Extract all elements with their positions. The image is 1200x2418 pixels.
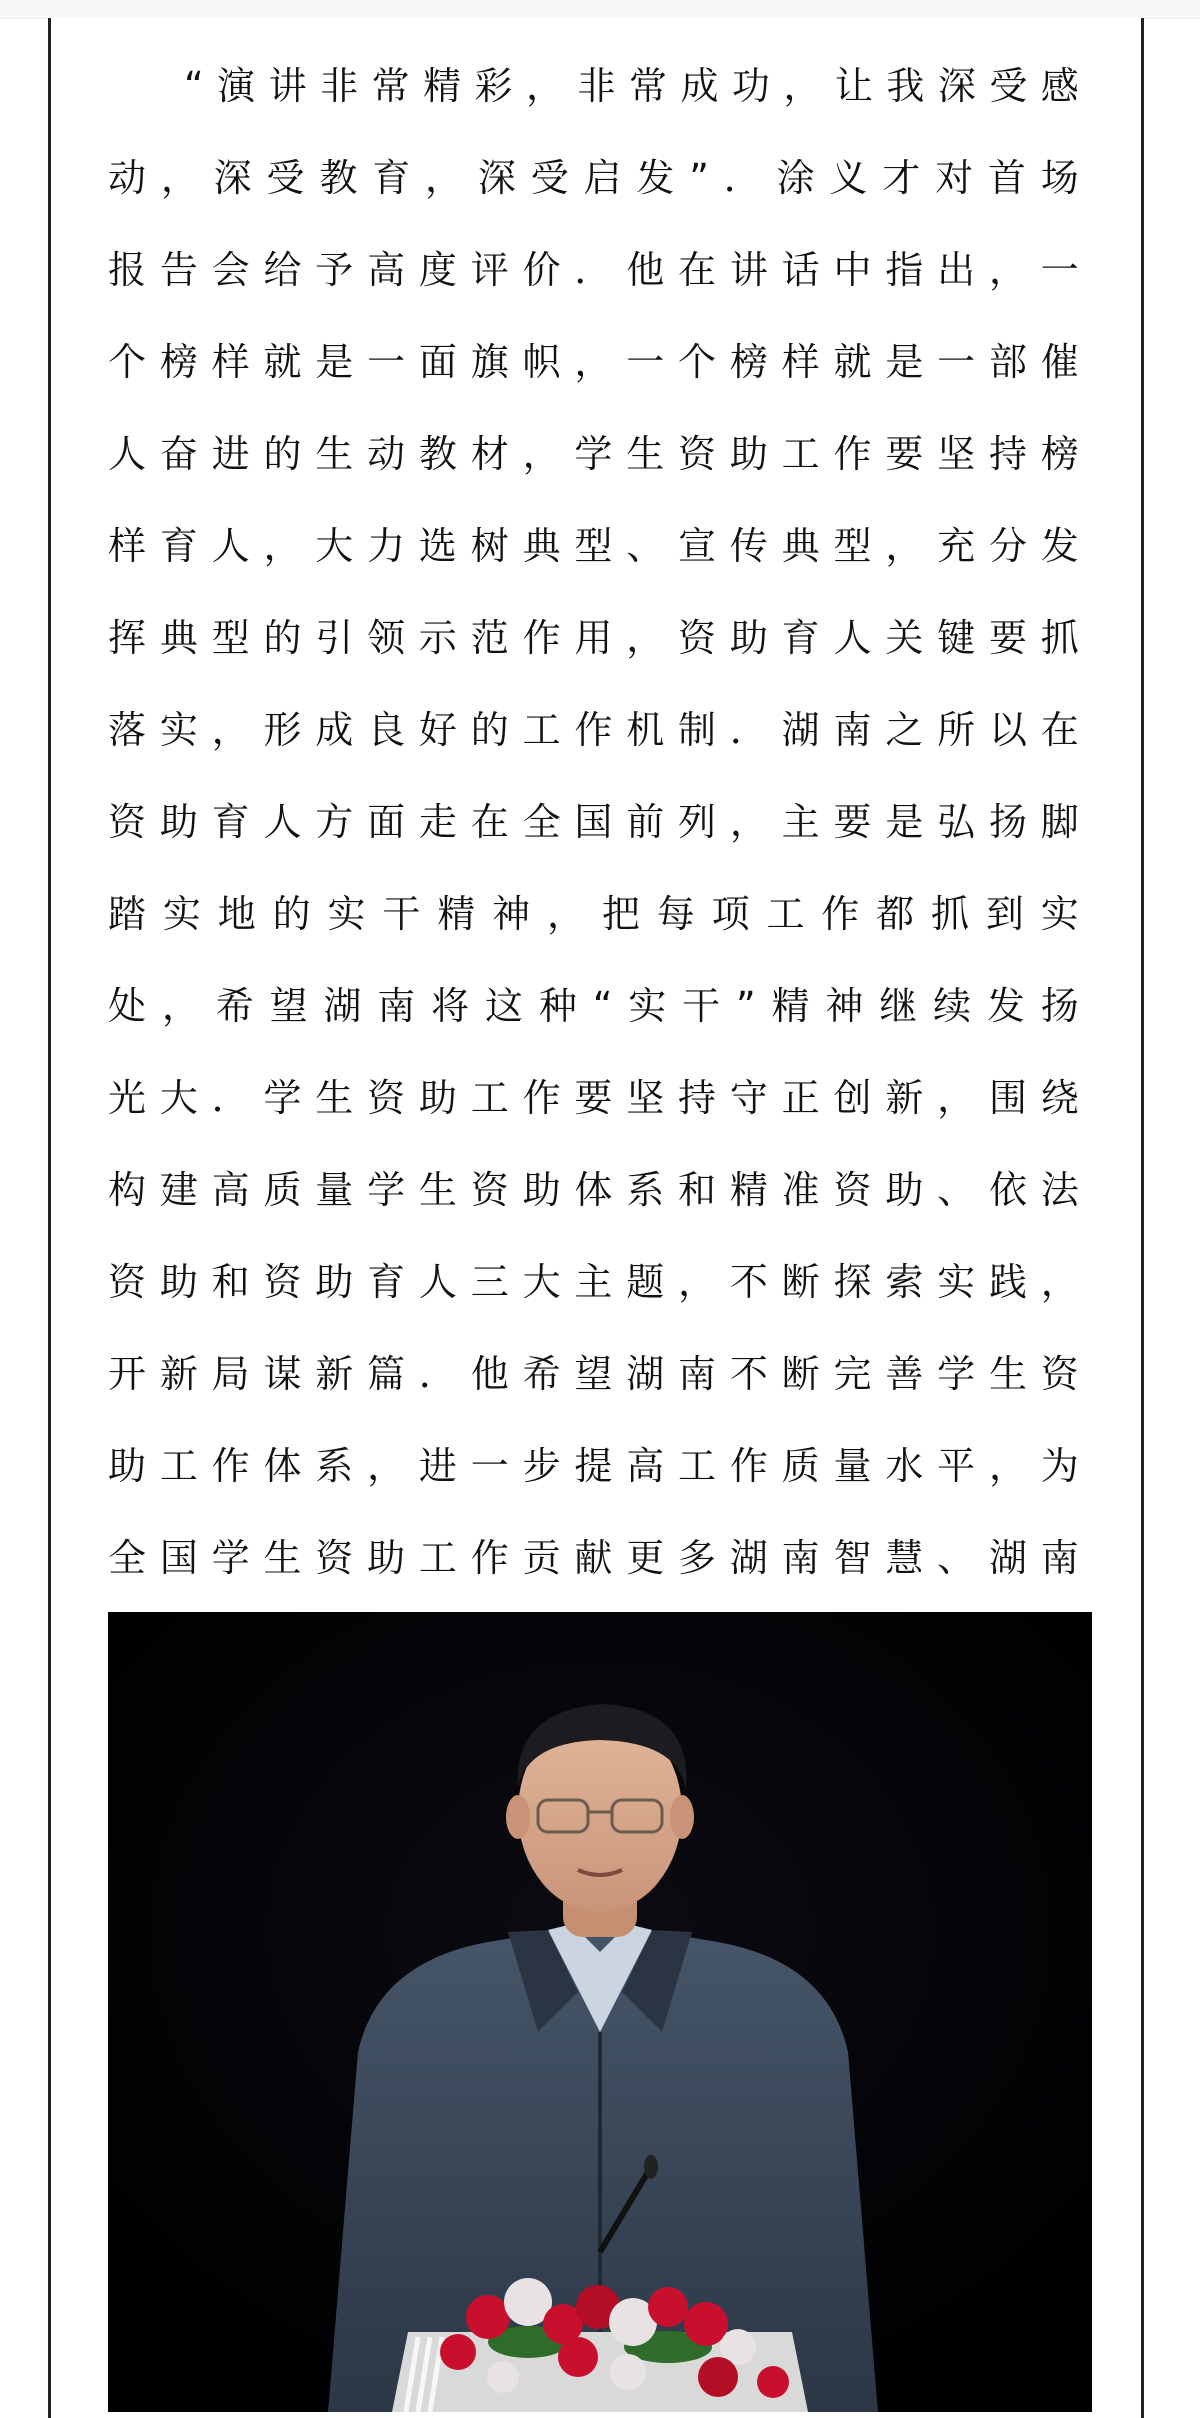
article-paragraph: “演讲非常精彩，非常成功，让我深受感动，深受教育，深受启发”．涂义才对首场报告会给予高度评价．他在讲话中指出，一个榜样就是一面旗帜，一个榜样就是一部催人奋进的生动教材，学生资助工作要坚持榜样育人，大力选树典型、宣传典型，充分发挥典型的引领示范作用，资助育人关键要抓落实，形成良好的工作机制．湖南之所以在资助育人方面走在全国前列，主要是弘扬脚踏实地的实干精神，把每项工作都抓到实处，希望湖南将这种“实干”精神继续发扬光大．学生资助工作要坚持守正创新，围绕构建高质量学生资助体系和精准资助、依法资助和资助育人三大主题，不断探索实践，开新局谋新篇．他希望湖南不断完善学生资助工作体系，进一步提高工作质量水平，为全国学生资助工作贡献更多湖南智慧、湖南: [108, 64, 1092, 1580]
top-strip: [0, 0, 1200, 19]
microphone-icon: [644, 2155, 658, 2179]
speaker-illustration: [108, 1612, 1092, 2412]
speaker-photo: [108, 1612, 1092, 2412]
